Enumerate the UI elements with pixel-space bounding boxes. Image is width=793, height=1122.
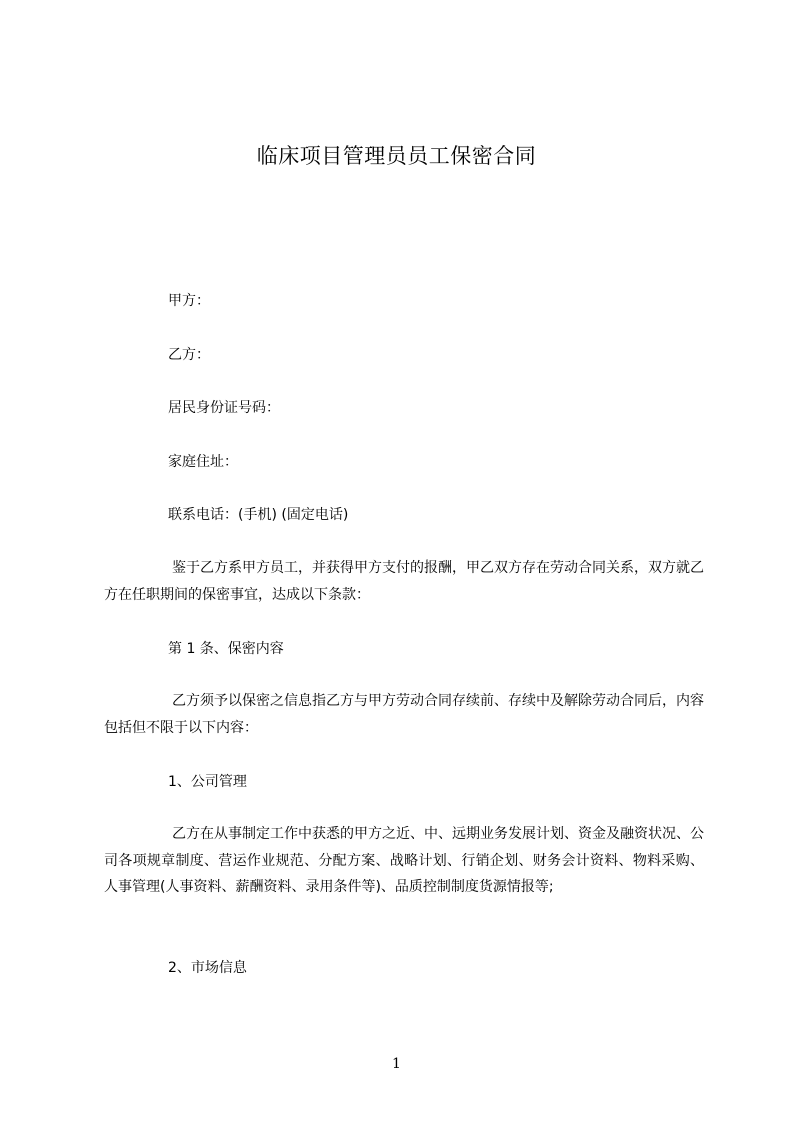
home-address-label: 家庭住址： [168, 454, 238, 470]
page-number: 1 [392, 1056, 401, 1072]
item2-heading: 2、市场信息 [168, 960, 247, 976]
party-a-label: 甲方： [168, 293, 210, 309]
article1-intro-paragraph: 乙方须予以保密之信息指乙方与甲方劳动合同存续前、存续中及解除劳动合同后，内容包括但不限于以下内容： [104, 693, 704, 736]
document-title: 临床项目管理员员工保密合同 [256, 144, 537, 168]
article1-heading: 第 1 条、保密内容 [168, 641, 284, 657]
phone-label: 联系电话：(手机) (固定电话) [168, 507, 349, 523]
item1-heading: 1、公司管理 [168, 774, 247, 790]
preamble-paragraph: 鉴于乙方系甲方员工，并获得甲方支付的报酬，甲乙双方存在劳动合同关系，双方就乙方在任职期间的保密事宜，达成以下条款： [104, 560, 704, 603]
id-number-label: 居民身份证号码： [168, 400, 280, 416]
party-b-label: 乙方： [168, 347, 210, 363]
item1-body-paragraph: 乙方在从事制定工作中获悉的甲方之近、中、远期业务发展计划、资金及融资状况、公司各项规章制度、营运作业规范、分配方案、战略计划、行销企划、财务会计资料、物料采购、人事管理(人事资料、薪酬资料、录用条件等)、品质控制制度货源情报等; [104, 826, 704, 895]
